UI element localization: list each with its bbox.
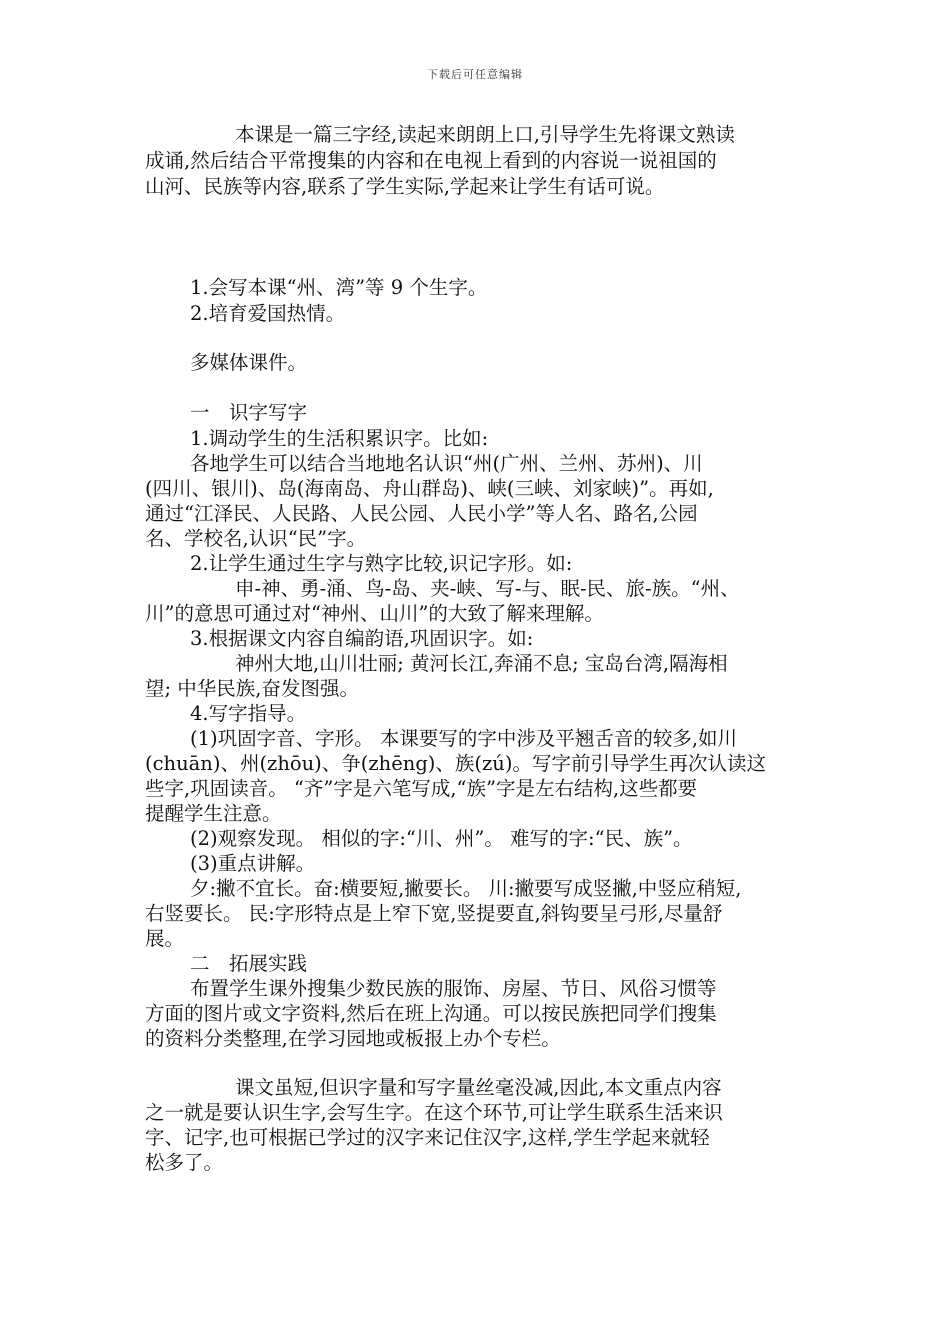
body-line: 夕:撇不宜长。奋:横要短,撇要长。 川:撇要写成竖撇,中竖应稍短, [190,877,742,900]
goal-1: 1.会写本课“州、湾”等 9 个生字。 [190,276,488,299]
step-2-title: 2.让学生通过生字与熟字比较,识记字形。如: [190,552,573,575]
body-line: (3)重点讲解。 [190,852,316,875]
step-3-title: 3.根据课文内容自编韵语,巩固识字。如: [190,627,534,650]
body-line: 望; 中华民族,奋发图强。 [145,677,359,700]
body-line: (1)巩固字音、字形。 本课要写的字中涉及平翘舌音的较多,如川 [190,727,738,750]
body-line: 各地学生可以结合当地地名认识“州(广州、兰州、苏州)、川 [190,452,703,475]
body-line: 右竖要长。 民:字形特点是上窄下宽,竖提要直,斜钩要呈弓形,尽量舒 [145,902,723,925]
body-line: 川”的意思可通过对“神州、山川”的大致了解来理解。 [145,602,604,625]
section-heading-1: 一 识字写字 [190,401,308,424]
body-line: 通过“江泽民、人民路、人民公园、人民小学”等人名、路名,公园 [145,502,698,525]
body-line: (chuān)、州(zhōu)、争(zhēng)、族(zú)。写字前引导学生再次认读这 [145,752,766,775]
body-line: 申-神、勇-涌、鸟-岛、夹-峡、写-与、眠-民、旅-族。“州、 [235,577,740,600]
step-1-title: 1.调动学生的生活积累识字。比如: [190,427,489,450]
step-4-title: 4.写字指导。 [190,702,307,725]
body-line: (四川、银川)、岛(海南岛、舟山群岛)、峡(三峡、刘家峡)”。再如, [145,477,714,500]
goal-2: 2.培育爱国热情。 [190,302,346,325]
materials: 多媒体课件。 [190,351,308,374]
body-line: 名、学校名,认识“民”字。 [145,527,367,550]
intro-line-2: 成诵,然后结合平常搜集的内容和在电视上看到的内容说一说祖国的 [145,149,717,172]
intro-line-3: 山河、民族等内容,联系了学生实际,学起来让学生有话可说。 [145,175,665,198]
body-line: 提醒学生注意。 [145,802,282,825]
reflection-line-1: 课文虽短,但识字量和写字量丝毫没减,因此,本文重点内容 [235,1076,722,1099]
body-line: 些字,巩固读音。 “齐”字是六笔写成,“族”字是左右结构,这些都要 [145,777,698,800]
body-line: 方面的图片或文字资料,然后在班上沟通。可以按民族把同学们搜集 [145,1002,717,1025]
body-line: 神州大地,山川壮丽; 黄河长江,奔涌不息; 宝岛台湾,隔海相 [235,652,728,675]
section-heading-2: 二 拓展实践 [190,952,308,975]
page-header: 下载后可任意编辑 [427,68,523,81]
reflection-line-2: 之一就是要认识生字,会写生字。在这个环节,可让学生联系生活来识 [145,1101,723,1124]
body-line: 的资料分类整理,在学习园地或板报上办个专栏。 [145,1027,561,1050]
body-line: 布置学生课外搜集少数民族的服饰、房屋、节日、风俗习惯等 [190,977,717,1000]
intro-line-1: 本课是一篇三字经,读起来朗朗上口,引导学生先将课文熟读 [235,123,735,146]
reflection-line-4: 松多了。 [145,1151,224,1174]
body-line: 展。 [145,927,185,950]
body-line: (2)观察发现。 相似的字:“川、州”。 难写的字:“民、族”。 [190,827,693,850]
reflection-line-3: 字、记字,也可根据已学过的汉字来记住汉字,这样,学生学起来就轻 [145,1126,710,1149]
